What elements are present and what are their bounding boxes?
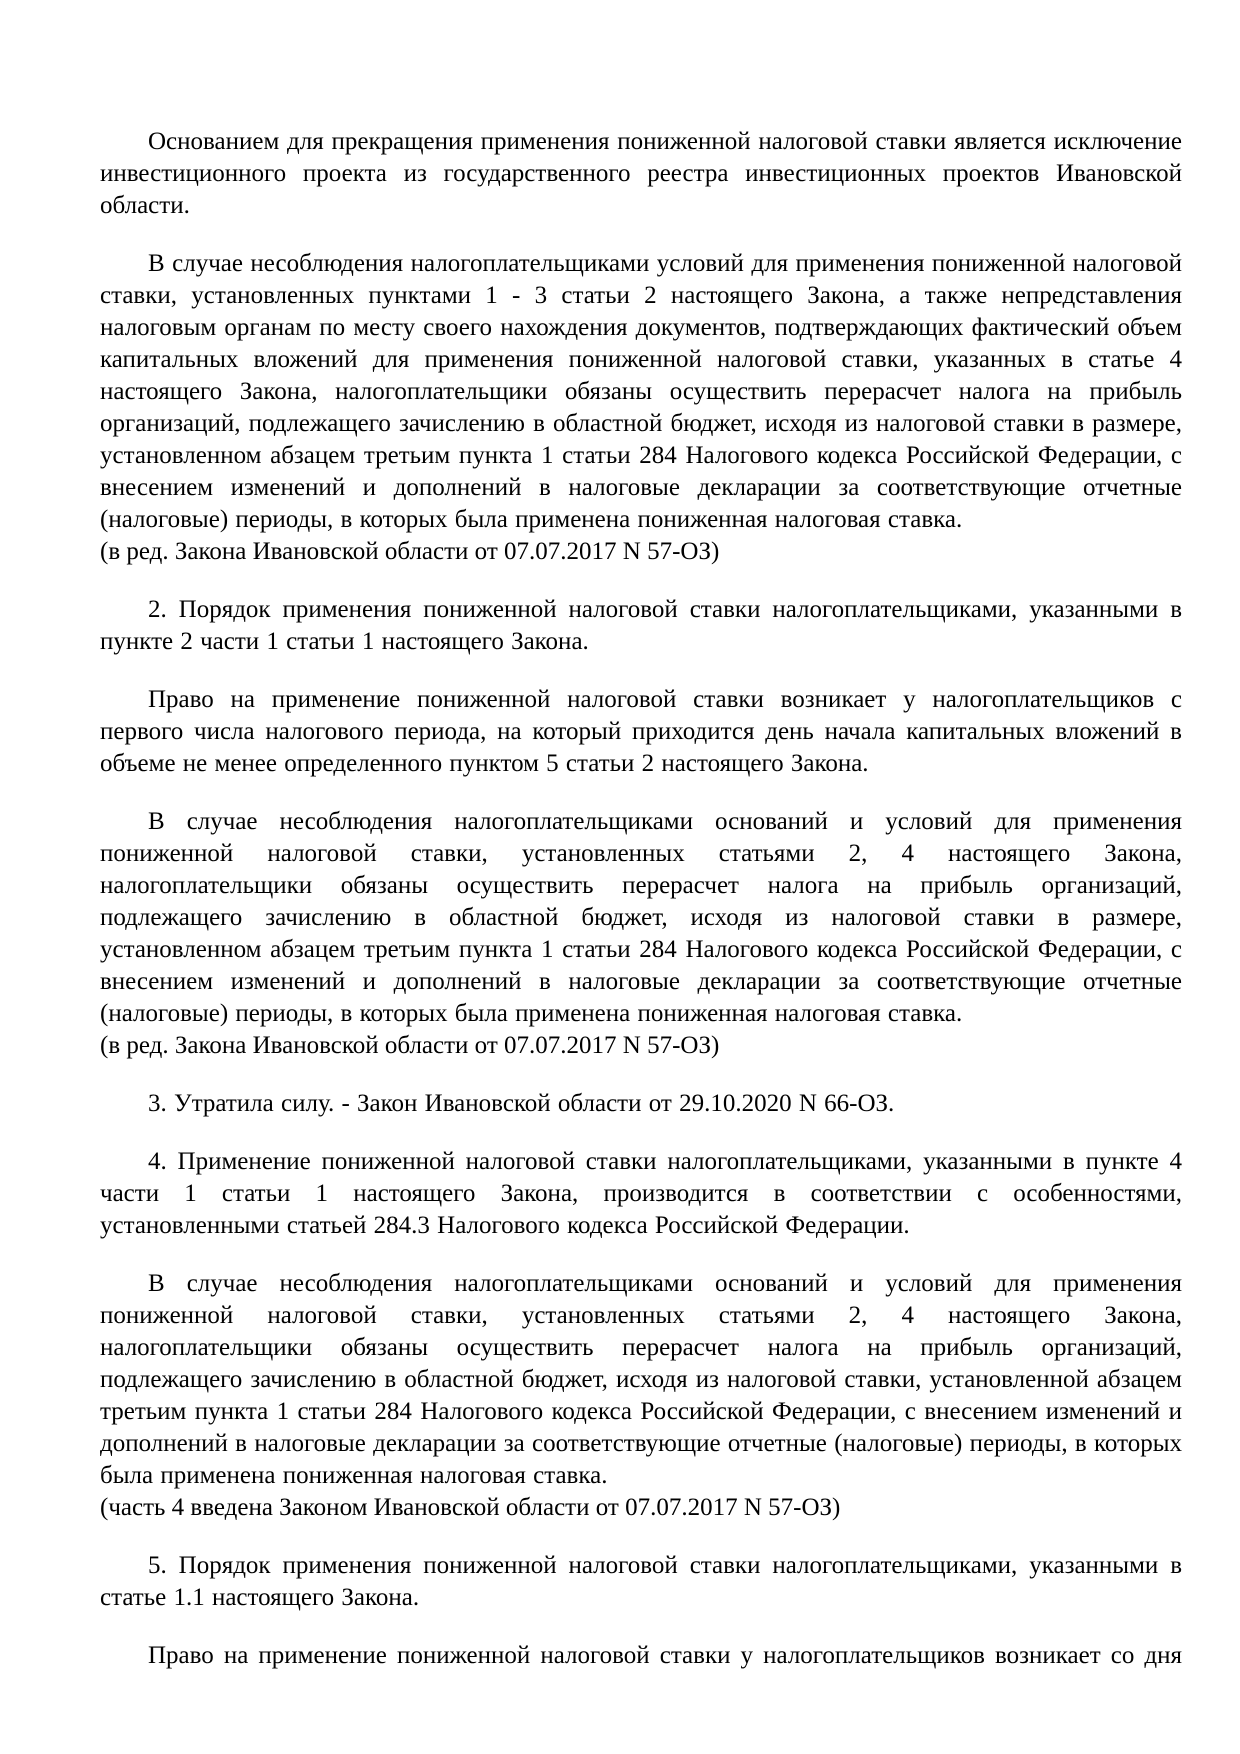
paragraph-right-to-apply-2-cutoff: Право на применение пониженной налоговой ставки у налогоплательщиков возникает со дня (148, 1642, 1182, 1669)
paragraph-item-5-procedure: 5. Порядок применения пониженной налоговой ставки налогоплательщиками, указанными в статье 1.1 настоящего Закона. (100, 1552, 1182, 1611)
paragraph-noncompliance-conditions-1: В случае несоблюдения налогоплательщиками условий для применения пониженной налоговой ставки, установленных пунктами 1 - 3 статьи 2 настоящего Закона, а также непредставления налоговым органам по месту своего нахождения документов, подтверждающих фактический объем капитальных вложений для применения пониженной налоговой ставки, указанных в статье 4 настоящего Закона, налогоплательщики обязаны осуществить перерасчет налога на прибыль организаций, подлежащего зачислению в областной бюджет, исходя из налоговой ставки в размере, установленном абзацем третьим пункта 1 статьи 284 Налогового кодекса Российской Федерации, с внесением изменений и дополнений в налоговые декларации за соответствующие отчетные (налоговые) периоды, в которых была применена пониженная налоговая ставка. (100, 250, 1182, 533)
amendment-note-2: (в ред. Закона Ивановской области от 07.07.2017 N 57-ОЗ) (100, 1032, 720, 1059)
paragraph-noncompliance-conditions-2: В случае несоблюдения налогоплательщиками оснований и условий для применения пониженной налоговой ставки, установленных статьями 2, 4 настоящего Закона, налогоплательщики обязаны осуществить перерасчет налога на прибыль организаций, подлежащего зачислению в областной бюджет, исходя из налоговой ставки в размере, установленном абзацем третьим пункта 1 статьи 284 Налогового кодекса Российской Федерации, с внесением изменений и дополнений в налоговые декларации за соответствующие отчетные (налоговые) периоды, в которых была применена пониженная налоговая ставка. (100, 808, 1182, 1027)
paragraph-item-2-procedure: 2. Порядок применения пониженной налоговой ставки налогоплательщиками, указанными в пункте 2 части 1 статьи 1 настоящего Закона. (100, 596, 1182, 655)
paragraph-basis-for-termination: Основанием для прекращения применения пониженной налоговой ставки является исключение инвестиционного проекта из государственного реестра инвестиционных проектов Ивановской области. (100, 128, 1182, 219)
paragraph-item-4-application: 4. Применение пониженной налоговой ставки налогоплательщиками, указанными в пункте 4 части 1 статьи 1 настоящего Закона, производится в соответствии с особенностями, установленными статьей 284.3 Налогового кодекса Российской Федерации. (100, 1148, 1182, 1239)
paragraph-item-3-repealed: 3. Утратила силу. - Закон Ивановской области от 29.10.2020 N 66-ОЗ. (148, 1090, 895, 1117)
amendment-note-1: (в ред. Закона Ивановской области от 07.07.2017 N 57-ОЗ) (100, 538, 720, 565)
amendment-note-3: (часть 4 введена Законом Ивановской области от 07.07.2017 N 57-ОЗ) (100, 1494, 841, 1521)
paragraph-noncompliance-conditions-3: В случае несоблюдения налогоплательщиками оснований и условий для применения пониженной налоговой ставки, установленных статьями 2, 4 настоящего Закона, налогоплательщики обязаны осуществить перерасчет налога на прибыль организаций, подлежащего зачислению в областной бюджет, исходя из налоговой ставки, установленной абзацем третьим пункта 1 статьи 284 Налогового кодекса Российской Федерации, с внесением изменений и дополнений в налоговые декларации за соответствующие отчетные (налоговые) периоды, в которых была применена пониженная налоговая ставка. (100, 1270, 1182, 1489)
paragraph-right-to-apply-1: Право на применение пониженной налоговой ставки возникает у налогоплательщиков с первого числа налогового периода, на который приходится день начала капитальных вложений в объеме не менее определенного пунктом 5 статьи 2 настоящего Закона. (100, 686, 1182, 777)
